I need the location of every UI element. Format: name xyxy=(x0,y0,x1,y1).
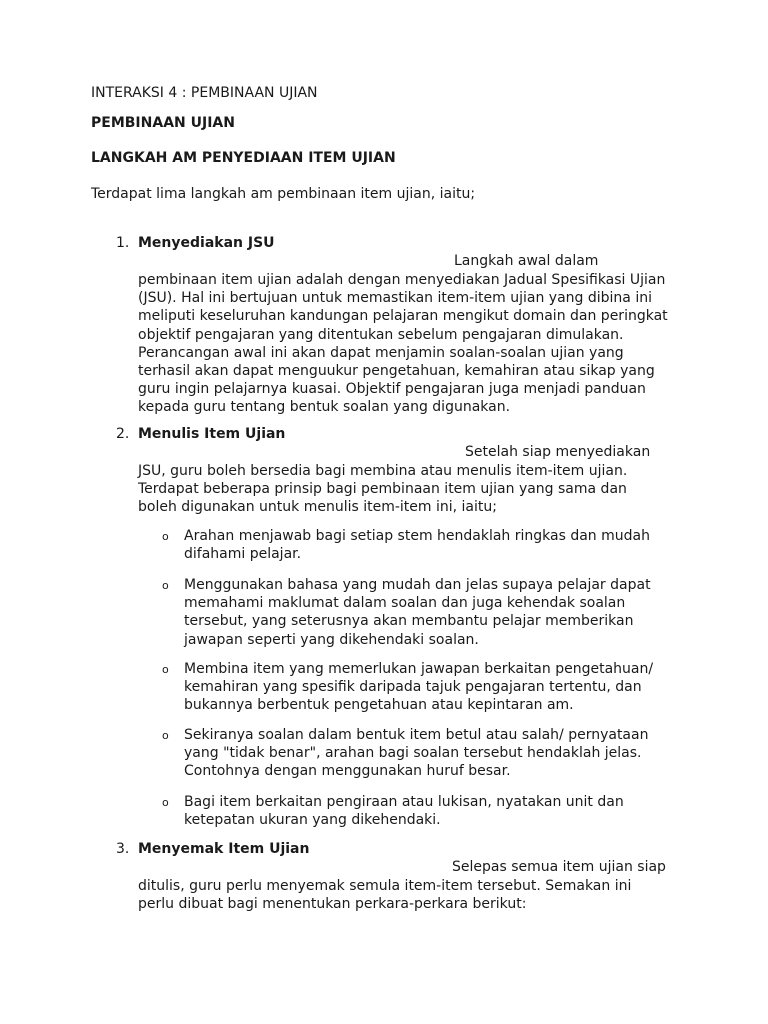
step-2-body: JSU, guru boleh bersedia bagi membina atau menulis item-item ujian. Terdapat beberapa prinsip bagi pembinaan item ujian yang sama dan boleh digunakan untuk menulis item-item ini, iaitu; xyxy=(138,463,628,516)
document-title: PEMBINAAN UJIAN xyxy=(91,115,235,131)
document-subtitle: LANGKAH AM PENYEDIAAN ITEM UJIAN xyxy=(91,150,396,166)
step-3-first-line: Selepas semua item ujian siap xyxy=(452,859,666,875)
list-item: Sekiranya soalan dalam bentuk item betul atau salah/ pernyataan yang "tidak benar", arahan bagi soalan tersebut hendaklah jelas. Contohnya dengan menggunakan huruf besar. xyxy=(184,727,649,780)
step-2-heading: Menulis Item Ujian xyxy=(138,426,286,442)
step-1-heading: Menyediakan JSU xyxy=(138,235,275,251)
intro-paragraph: Terdapat lima langkah am pembinaan item ujian, iaitu; xyxy=(91,186,476,202)
bullet-marker: o xyxy=(162,530,169,543)
list-item: Arahan menjawab bagi setiap stem hendaklah ringkas dan mudah difahami pelajar. xyxy=(184,528,650,563)
step-1-number: 1. xyxy=(116,235,130,251)
list-item: Bagi item berkaitan pengiraan atau lukisan, nyatakan unit dan ketepatan ukuran yang dikehendaki. xyxy=(184,794,624,829)
step-1-first-line: Langkah awal dalam xyxy=(454,253,599,269)
list-item: Membina item yang memerlukan jawapan berkaitan pengetahuan/ kemahiran yang spesifik daripada tajuk pengajaran tertentu, dan bukannya berbentuk pengetahuan atau kepintaran am. xyxy=(184,661,654,714)
bullet-marker: o xyxy=(162,796,169,809)
step-1-body: pembinaan item ujian adalah dengan menyediakan Jadual Spesifikasi Ujian (JSU). Hal ini bertujuan untuk memastikan item-item ujian yang dibina ini meliputi keseluruhan kandungan pelajaran mengikut domain dan peringkat objektif pengajaran yang ditentukan sebelum pengajaran dimulakan. Perancangan awal ini akan dapat menjamin soalan-soalan ujian yang terhasil akan dapat menguukur pengetahuan, kemahiran atau sikap yang guru ingin pelajarnya kuasai. Objektif pengajaran juga menjadi panduan kepada guru tentang bentuk soalan yang digunakan. xyxy=(138,272,668,416)
bullet-marker: o xyxy=(162,729,169,742)
step-3-body: ditulis, guru perlu menyemak semula item-item tersebut. Semakan ini perlu dibuat bagi menentukan perkara-perkara berikut: xyxy=(138,878,632,913)
step-2-number: 2. xyxy=(116,426,130,442)
list-item: Menggunakan bahasa yang mudah dan jelas supaya pelajar dapat memahami maklumat dalam soalan dan juga kehendak soalan tersebut, yang seterusnya akan membantu pelajar memberikan jawapan seperti yang dikehendaki soalan. xyxy=(184,577,651,648)
step-3-number: 3. xyxy=(116,841,130,857)
bullet-marker: o xyxy=(162,663,169,676)
step-2-first-line: Setelah siap menyediakan xyxy=(465,444,651,460)
document-header: INTERAKSI 4 : PEMBINAAN UJIAN xyxy=(91,85,318,101)
step-3-heading: Menyemak Item Ujian xyxy=(138,841,310,857)
bullet-marker: o xyxy=(162,579,169,592)
